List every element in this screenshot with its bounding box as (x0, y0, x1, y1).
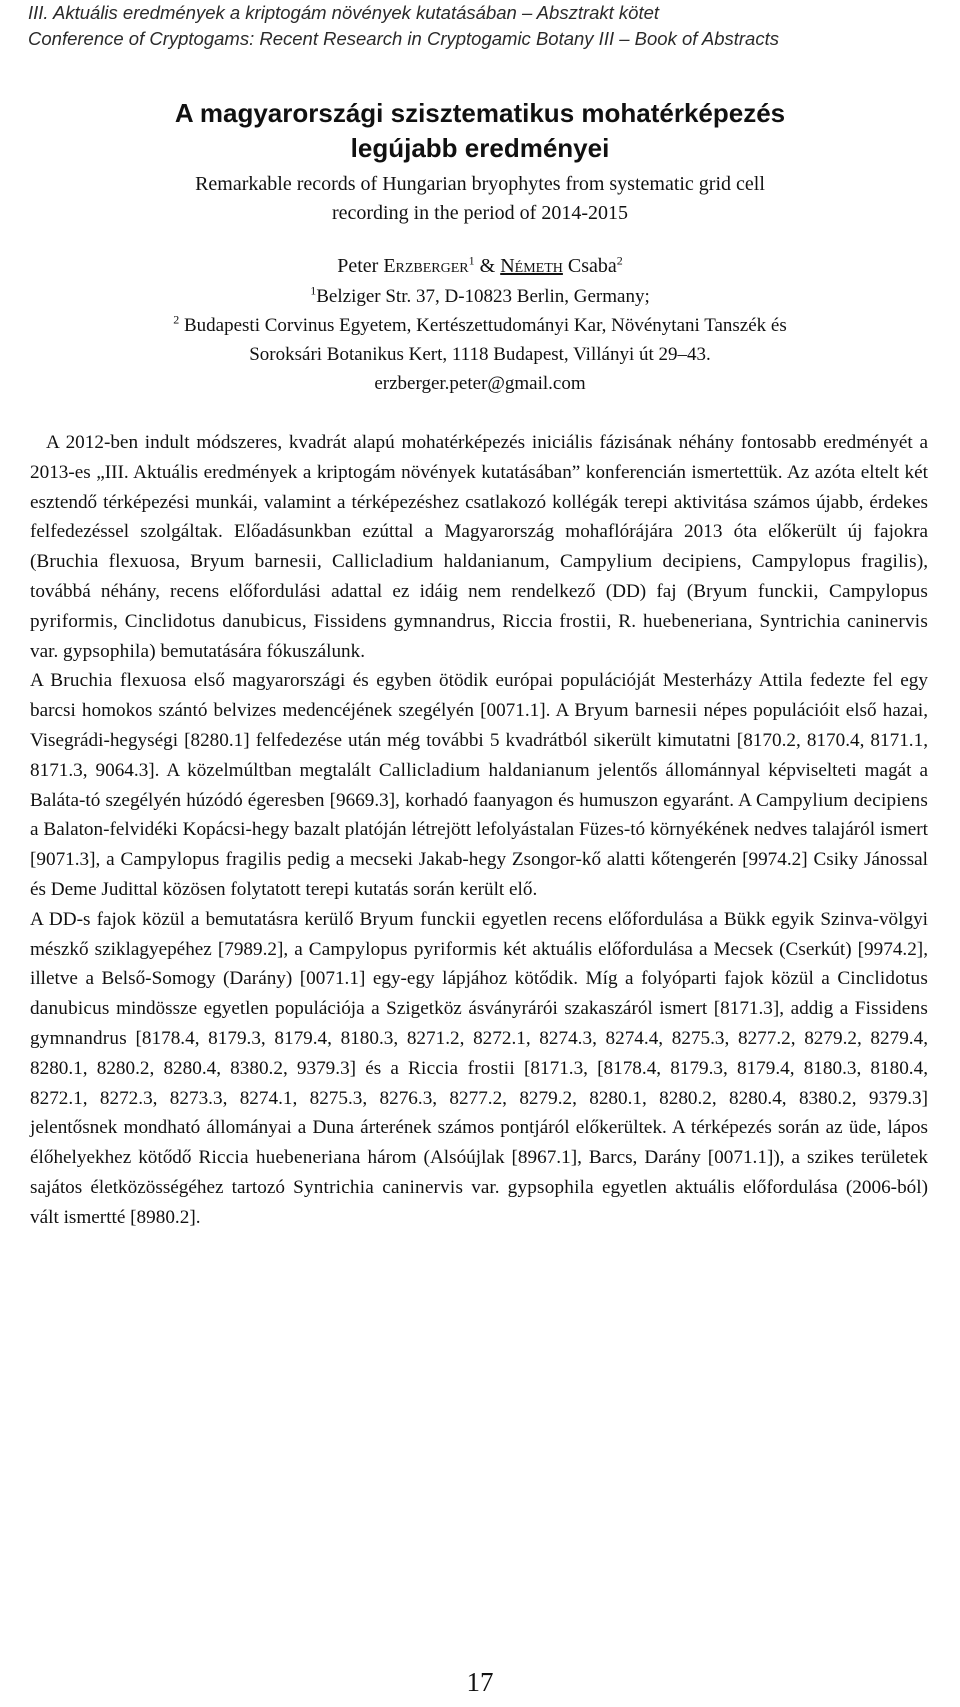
title-line-1: A magyarországi szisztematikus mohatérképezés (174, 98, 786, 128)
species-name: Bryum barnesii (574, 700, 698, 722)
affiliation-1 (0, 282, 960, 311)
author-1-given: Peter (337, 255, 379, 277)
species-name: Bruchia flexuosa (50, 670, 187, 692)
author-2-given: Csaba (567, 255, 617, 277)
species-name: gypsophila (63, 640, 150, 662)
paragraph-1: A 2012-ben indult módszeres, kvadrát alapú mohatérképezés iniciális fázisának néhány fontosabb eredményét a 2013-es „III. Aktuális eredmények a kriptogám növények kutatásában” konferencián ismertettük. Az azóta eltelt két esztendő térképezési munkái, valamint a térképezéshez csatlakozó kollégák terepi aktivitása számos újabb, érdekes felfedezéssel szolgáltak. Előadásunkban ezúttal a Magyarország mohaflórájára 2013 óta előkerült új fajokra (Bruchia flexuosa, Bryum barnesii, Callicladium haldanianum, Campylium decipiens, Campylopus fragilis), továbbá néhány, recens előfordulási adattal ez idáig nem rendelkező (DD) faj (Bryum funckii, Campylopus pyriformis, Cinclidotus danubicus, Fissidens gymnandrus, Riccia frostii, R. huebeneriana, Syntrichia caninervis var. gypsophila) bemutatására fókuszálunk. (30, 432, 928, 662)
author-separator: & (474, 255, 501, 277)
abstract-body (30, 428, 928, 1233)
title-line-2: legújabb eredményei (350, 133, 610, 163)
author-1-family: Erzberger (383, 255, 469, 277)
affiliation-1-mark: 1 (310, 283, 317, 298)
species-name: gypsophila (507, 1176, 594, 1198)
species-name: Campylopus fragilis (120, 849, 282, 871)
species-name: Callicladium haldanianum (378, 759, 590, 781)
author-1-affil-mark: 1 (468, 253, 475, 268)
affiliations (0, 282, 960, 398)
species-name: Cinclidotus danubicus (30, 968, 928, 1020)
affiliation-2-line-2: Soroksári Botanikus Kert, 1118 Budapest, Villányi út 29–43. (249, 344, 711, 365)
affiliation-2-text: Budapesti Corvinus Egyetem, Kertészettudományi Kar, Növénytani Tanszék és (179, 315, 787, 336)
running-header-hu: III. Aktuális eredmények a kriptogám növények kutatásában – Absztrakt kötet (28, 2, 660, 23)
authors (0, 251, 960, 281)
subtitle-line-2: recording in the period of 2014-2015 (331, 202, 629, 224)
species-name: Riccia huebeneriana (198, 1147, 361, 1169)
running-header-en: Conference of Cryptogams: Recent Research in Cryptogamic Botany III – Book of Abstracts (28, 28, 779, 49)
species-name: Bryum funckii, Campylopus pyriformis, Cinclidotus danubicus, Fissidens gymnandrus, Riccia frostii, R. huebeneriana, Syntrichia caninervis (30, 580, 928, 632)
species-name: Bruchia flexuosa, Bryum barnesii, Callicladium haldanianum, Campylium decipiens, Campylopus fragilis (36, 551, 917, 573)
species-name: Campylopus pyriformis (308, 938, 497, 960)
species-name: Fissidens gymnandrus (30, 998, 928, 1049)
species-name: Campylium decipiens (756, 789, 928, 811)
affiliation-2-line-1 (0, 311, 960, 340)
author-2-family: Németh (500, 255, 563, 277)
species-name: Riccia frostii (408, 1057, 515, 1079)
species-name: Bryum funckii (359, 908, 476, 930)
species-name: Syntrichia caninervis (293, 1176, 464, 1198)
paragraph-2: A Bruchia flexuosa első magyarországi és egyben ötödik európai populációját Mesterházy Attila fedezte fel egy barcsi homokos szántó belvizes medencéjének szegélyén [0071.1]. A Bryum barnesii népes populációit első hazai, Visegrádi-hegységi [8280.1] felfedezése után még további 5 kvadrátból sikerült kimutatni [8170.2, 8170.4, 8171.1, 8171.3, 9064.3]. A közelmúltban megtalált Callicladium haldanianum jelentős állománnyal képviselteti magát a Baláta-tó szegélyén húzódó égeresben [9669.3], korhadó faanyagon és humuszon egyaránt. A Campylium decipiens a Balaton-felvidéki Kopácsi-hegy bazalt platóján létrejött lefolyástalan Füzes-tó környékének nedves talajáról ismert [9071.3], a Campylopus fragilis pedig a mecseki Jakab-hegy Zsongor-kő alatti kőtengerén [9974.2] Csiky Jánossal és Deme Judittal közösen folytatott terepi kutatás során került elő. (30, 670, 929, 900)
running-header (28, 0, 928, 52)
author-2-affil-mark: 2 (616, 253, 623, 268)
contact-email: erzberger.peter@gmail.com (374, 373, 586, 394)
paragraph-3: A DD-s fajok közül a bemutatásra kerülő Bryum funckii egyetlen recens előfordulása a Bükk egyik Szinva-völgyi mészkő sziklagyepéhez [7989.2], a Campylopus pyriformis két aktuális előfordulása a Mecsek (Cserkút) [9974.2], illetve a Belső-Somogy (Darány) [0071.1] egy-egy lápjához kötődik. Míg a folyóparti fajok közül a Cinclidotus danubicus mindössze egyetlen populációja a Szigetköz ásványrárói szakaszáról ismert [8171.3], addig a Fissidens gymnandrus [8178.4, 8179.3, 8179.4, 8180.3, 8271.2, 8272.1, 8274.3, 8274.4, 8275.3, 8277.2, 8279.2, 8279.4, 8280.1, 8280.2, 8280.4, 8380.2, 9379.3] és a Riccia frostii [8171.3, [8178.4, 8179.3, 8179.4, 8180.3, 8180.4, 8272.1, 8272.3, 8273.3, 8274.1, 8275.3, 8276.3, 8277.2, 8279.2, 8280.1, 8280.2, 8280.4, 8380.2, 9379.3] jelentősnek mondható állományai a Duna árterének számos pontjáról előkerültek. A térképezés során az üde, lápos élőhelyekhez kötődő Riccia huebeneriana három (Alsóújlak [8967.1], Barcs, Darány [0071.1]), a szikes területek sajátos életközösségéhez tartozó Syntrichia caninervis var. gypsophila egyetlen aktuális előfordulása (2006-ból) vált ismertté [8980.2]. (30, 908, 929, 1228)
paper-title (0, 96, 960, 166)
english-subtitle (0, 170, 960, 228)
subtitle-line-1: Remarkable records of Hungarian bryophytes from systematic grid cell (195, 173, 765, 195)
page-number: 17 (466, 1667, 494, 1697)
affiliation-2-mark: 2 (173, 312, 180, 327)
affiliation-1-text: Belziger Str. 37, D-10823 Berlin, Germany; (316, 286, 650, 307)
